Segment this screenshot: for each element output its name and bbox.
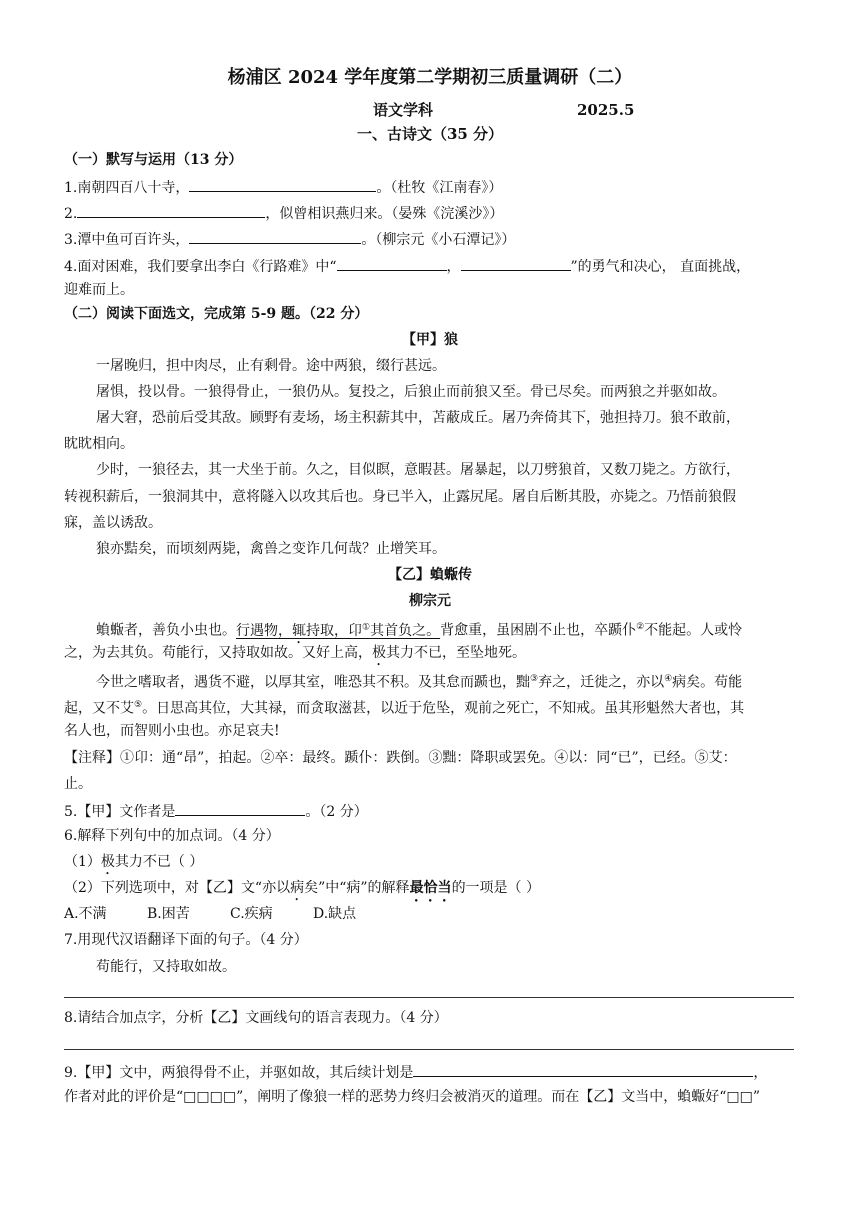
footnote-mark: ② [636, 622, 645, 632]
q4-answer-blank-1[interactable] [337, 256, 447, 271]
yi-text: 。日思高其位，大其禄，而贪取滋甚，以近于危坠，观前之死亡，不知戒。虽其形魁然大者也，其 [142, 700, 745, 717]
question-5 [64, 801, 368, 821]
subject-name: 语文学科 [373, 101, 434, 119]
exam-title: 杨浦区 2024 学年度第二学期初三质量调研（二） [227, 67, 633, 88]
footnote-mark: ① [362, 622, 371, 632]
question-6: 6.解释下列句中的加点词。（4 分） [64, 828, 280, 844]
footnote-mark: ⑤ [134, 700, 143, 710]
yi-text: 之，为去其负。苟能行，又持取如故。又好上高， [64, 645, 372, 661]
yi-text: 行遇物， [236, 622, 292, 639]
question-8: 8.请结合加点字，分析【乙】文画线句的语言表现力。（4 分） [64, 1010, 448, 1026]
q1-answer-blank[interactable] [189, 177, 376, 192]
option-d[interactable]: D.缺点 [313, 906, 357, 922]
yi-text: 弃之，迁徙之，亦以 [538, 674, 665, 691]
q5-answer-blank[interactable] [175, 801, 305, 816]
question-4 [64, 256, 750, 276]
question-6-1 [64, 853, 203, 878]
q3-text: 3.潭中鱼可百许头， [64, 232, 190, 248]
q5-text: 5.【甲】文作者是 [64, 804, 176, 820]
question-2 [64, 203, 503, 223]
question-7: 7.用现代汉语翻译下面的句子。（4 分） [64, 932, 308, 948]
yi-para1-line2 [64, 644, 526, 669]
exam-date: 2025.5 [577, 101, 635, 119]
footnote-mark: ④ [664, 674, 673, 684]
jia-line: 屠惧，投以骨。一狼得骨止，一狼仍从。复投之，后狼止而前狼又至。骨已尽矣。而两狼之并驱如故。 [96, 384, 726, 400]
q3-answer-blank[interactable] [189, 229, 361, 244]
q6-2-text-end: 的一项是（ ） [451, 880, 541, 896]
yi-text: 不能起。人或怜 [644, 622, 743, 639]
footnote-mark: ③ [530, 674, 539, 684]
jia-line: 眈眈相向。 [64, 436, 134, 452]
option-a[interactable]: A.不满 [64, 906, 107, 922]
q6-2-text: 矣”中“病”的解释 [304, 880, 410, 896]
q7-sentence: 苟能行，又持取如故。 [96, 959, 236, 975]
q2-text: ，似曾相识燕归来。（晏殊《浣溪沙》） [265, 206, 504, 222]
yi-text: 起，又不艾 [64, 700, 134, 717]
annotation-line1: 【注释】①卬：通“昂”，拍起。②卒：最终。踬仆：跌倒。③黜：降职或罢免。④以：同“已”，已经。⑤艾： [64, 750, 737, 766]
annotation-line2: 止。 [64, 776, 92, 792]
q3-source: 。（柳宗元《小石潭记》） [361, 232, 516, 248]
yi-text: 背愈重，虽困剧不止也，卒踬仆 [440, 622, 637, 639]
q9-comma: ， [753, 1065, 768, 1081]
yi-text: 今世之嗜取者，遇货不避，以厚其室，唯恐其不积。及其怠而踬也，黜 [96, 674, 530, 691]
q6-2-text: （2）下列选项中，对【乙】文“亦以 [64, 880, 291, 896]
jia-line: 狼亦黠矣，而顷刻两毙，禽兽之变诈几何哉？止增笑耳。 [96, 541, 446, 557]
jia-line: 寐，盖以诱敌。 [64, 515, 162, 531]
dotted-char: 极 [100, 854, 115, 870]
yi-para2-line1 [96, 670, 742, 692]
question-1 [64, 177, 502, 197]
underlined-sentence [236, 623, 440, 639]
yi-text: 其首负之。 [370, 622, 441, 639]
q6-options [64, 905, 357, 923]
part1-heading: （一）默写与运用（13 分） [64, 152, 243, 168]
yi-text: 蝜蝂者，善负小虫也。 [96, 622, 236, 639]
passage-yi-title: 【乙】蝜蝂传 [388, 567, 472, 583]
question-6-2 [64, 879, 540, 905]
yi-text: 其力不已，至坠地死。 [386, 645, 526, 661]
q4-answer-blank-2[interactable] [461, 256, 571, 271]
q9-answer-blank[interactable] [413, 1062, 753, 1077]
passage-yi-author: 柳宗元 [409, 593, 451, 609]
yi-text: 持取，卬 [306, 622, 362, 639]
q4-text-end: ”的勇气和决心， 直面挑战， [570, 259, 751, 275]
question-9 [64, 1062, 767, 1082]
passage-jia-title: 【甲】狼 [402, 332, 458, 348]
yi-para1-line1 [96, 618, 742, 647]
option-c[interactable]: C.疾病 [230, 906, 273, 922]
q7-answer-line[interactable] [64, 997, 794, 998]
q4-comma: ， [446, 259, 461, 275]
jia-line: 一屠晚归，担中肉尽，止有剩骨。途中两狼，缀行甚远。 [96, 358, 446, 374]
section-heading: 一、古诗文（35 分） [356, 125, 504, 143]
q9-line2: 作者对此的评价是“□□□□”，阐明了像狼一样的恶势力终归会被消灭的道理。而在【乙】文当中，蝜蝂好“□□” [64, 1089, 760, 1105]
dotted-char: 极 [372, 645, 386, 661]
q6-1-number: （1） [64, 854, 101, 870]
q4-text: 4.面对困难，我们要拿出李白《行路难》中“ [64, 259, 337, 275]
dotted-char: 辄 [292, 622, 306, 639]
q1-text: 1.南朝四百八十寺， [64, 180, 190, 196]
q8-answer-line[interactable] [64, 1049, 794, 1050]
option-b[interactable]: B.困苦 [147, 906, 190, 922]
jia-line: 屠大窘，恐前后受其敌。顾野有麦场，场主积薪其中，苫蔽成丘。屠乃奔倚其下，弛担持刀。狼不敢前， [96, 410, 740, 426]
q9-text: 9.【甲】文中，两狼得骨不止，并驱如故，其后续计划是 [64, 1065, 414, 1081]
q1-source: 。（杜牧《江南春》） [376, 180, 503, 196]
dotted-char: 病 [290, 880, 305, 896]
jia-line: 转视积薪后，一狼洞其中，意将隧入以攻其后也。身已半入，止露尻尾。屠自后断其股，亦毙之。乃悟前狼假 [64, 489, 736, 505]
jia-line: 少时，一狼径去，其一犬坐于前。久之，目似瞑，意暇甚。屠暴起，以刀劈狼首，又数刀毙之。方欲行， [96, 462, 740, 478]
question-3 [64, 229, 515, 249]
yi-text: 病矣。苟能 [672, 674, 743, 691]
yi-para2-line3: 名人也，而智则小虫也。亦足哀夫! [64, 723, 280, 739]
q5-points: 。（2 分） [305, 804, 368, 820]
q6-1-text: 其力不已（ ） [114, 854, 204, 870]
emphasized-text: 最恰当 [409, 880, 452, 896]
q2-answer-blank[interactable] [77, 203, 265, 218]
part2-heading: （二）阅读下面选文，完成第 5-9 题。（22 分） [64, 306, 369, 322]
yi-para2-line2 [64, 696, 744, 718]
q2-number: 2. [64, 206, 78, 222]
q4-line2: 迎难而上。 [64, 282, 134, 298]
